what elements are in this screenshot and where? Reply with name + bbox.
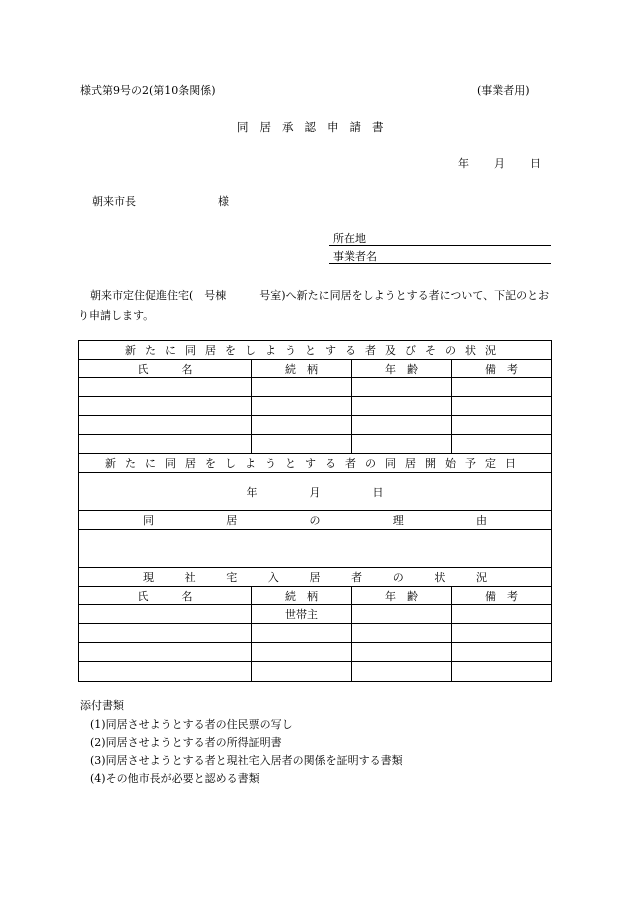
attachments-heading: 添付書類 xyxy=(80,699,124,712)
section4-heading-row xyxy=(79,568,551,587)
honorific: 様 xyxy=(218,195,229,208)
reason-row[interactable] xyxy=(79,530,551,568)
table-row[interactable] xyxy=(79,435,551,454)
start-day: 日 xyxy=(372,485,384,499)
section3-heading: 同 居 の 理 由 xyxy=(143,514,487,527)
attachment-item: (3)同居させようとする者と現社宅入居者の関係を証明する書類 xyxy=(90,754,403,767)
table-row[interactable] xyxy=(79,416,551,435)
col-name: 氏 名 xyxy=(79,587,252,604)
page-title: 同居承認申請書 xyxy=(237,120,395,134)
request-text: 朝来市定住促進住宅( 号棟 号室)へ新たに同居をしようとする者について、下記のとおり申請します。 xyxy=(78,289,550,322)
start-date-row[interactable] xyxy=(79,473,551,511)
col-age: 年 齢 xyxy=(352,587,452,604)
section1-columns xyxy=(79,360,551,378)
col-remarks: 備 考 xyxy=(485,589,518,603)
attachment-item: (1)同居させようとする者の住民票の写し xyxy=(90,718,293,731)
section4-heading: 現 社 宅 入 居 者 の 状 況 xyxy=(143,571,487,584)
table-row[interactable] xyxy=(79,397,551,416)
date-day: 日 xyxy=(530,157,541,170)
table-row[interactable] xyxy=(79,605,551,624)
start-date xyxy=(79,473,551,510)
col-relation: 続 柄 xyxy=(252,587,352,604)
attachment-item: (2)同居させようとする者の所得証明書 xyxy=(90,736,282,749)
section2-heading: 新たに同居をしようとする者の同居開始予定日 xyxy=(105,457,525,470)
section1-heading-row xyxy=(79,341,551,360)
section4-columns xyxy=(79,587,551,605)
usage-label: (事業者用) xyxy=(477,84,530,97)
col-remarks: 備 考 xyxy=(485,362,518,376)
reason-field[interactable] xyxy=(79,530,551,567)
addressee: 朝来市長 xyxy=(92,195,136,208)
form-code: 様式第9号の2(第10条関係) xyxy=(80,84,216,97)
col-name: 氏 名 xyxy=(79,360,252,377)
table-row[interactable] xyxy=(79,662,551,681)
section3-heading-row xyxy=(79,511,551,530)
address-label: 所在地 xyxy=(333,232,366,245)
date-month: 月 xyxy=(494,157,505,170)
head-of-household: 世帯主 xyxy=(252,605,352,623)
business-name-label: 事業者名 xyxy=(333,250,377,263)
date-year: 年 xyxy=(458,157,469,170)
col-relation: 続 柄 xyxy=(252,360,352,377)
start-month: 月 xyxy=(309,485,321,499)
application-date xyxy=(458,155,541,171)
attachment-item: (4)その他市長が必要と認める書類 xyxy=(90,772,260,785)
section2-heading-row xyxy=(79,454,551,473)
table-row[interactable] xyxy=(79,378,551,397)
col-age: 年 齢 xyxy=(352,360,452,377)
start-year: 年 xyxy=(246,485,258,499)
business-name-field[interactable] xyxy=(329,245,551,264)
table-row[interactable] xyxy=(79,643,551,662)
application-table xyxy=(78,340,552,682)
address-field[interactable] xyxy=(329,227,551,246)
section1-heading: 新たに同居をしようとする者及びその状況 xyxy=(125,344,505,357)
table-row[interactable] xyxy=(79,624,551,643)
